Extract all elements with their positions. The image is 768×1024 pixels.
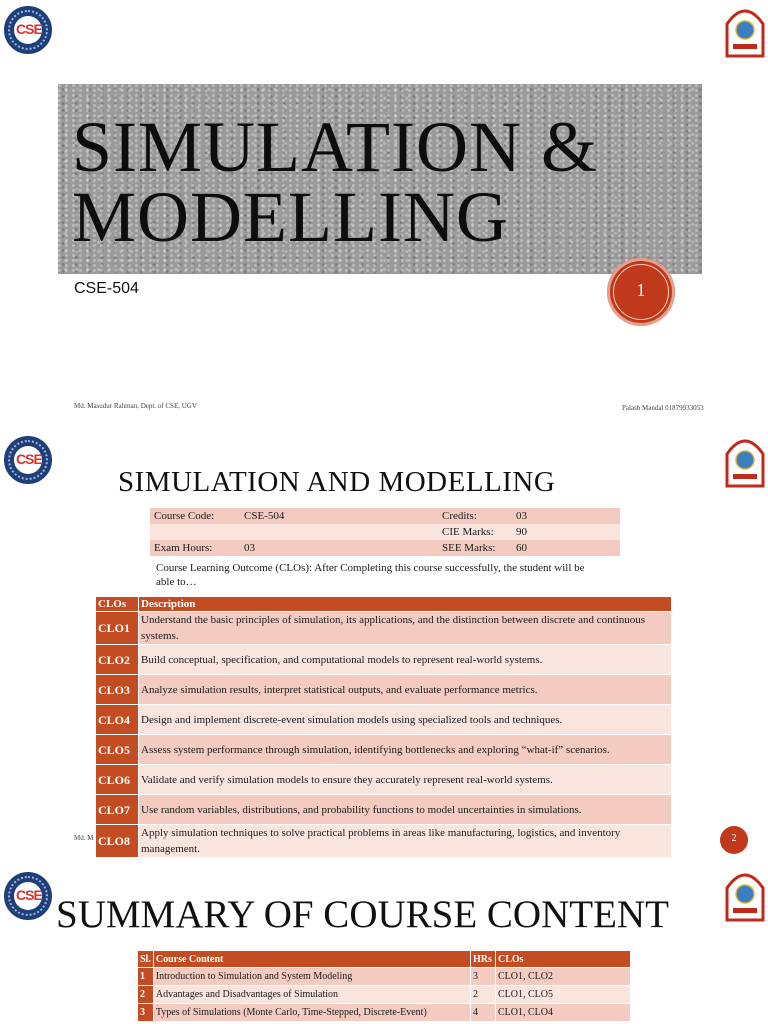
table-cell: CLO1, CLO5 — [496, 986, 631, 1004]
college-cse-logo-icon: CSE — [4, 6, 52, 54]
table-row — [138, 968, 631, 986]
clo-description: Understand the basic principles of simulation, its applications, and the distinction between discrete and continuous systems. — [139, 612, 672, 645]
slide-title: SIMULATION & MODELLING — [72, 107, 598, 257]
clo-code: CLO2 — [96, 645, 139, 675]
table-row — [150, 540, 620, 556]
column-header: Course Content — [153, 951, 470, 968]
table-row — [96, 675, 672, 705]
slide-3 — [0, 862, 768, 1024]
clo-description: Use random variables, distributions, and probability functions to model uncertainties in simulations. — [139, 795, 672, 825]
slide-title: SIMULATION AND MODELLING — [118, 466, 556, 498]
clo-description: Validate and verify simulation models to ensure they accurately represent real-world systems. — [139, 765, 672, 795]
course-info-table — [150, 508, 620, 556]
table-cell: CSE-504 — [240, 508, 438, 524]
table-cell: 60 — [512, 540, 620, 556]
column-header: Sl. — [138, 951, 154, 968]
table-cell: Introduction to Simulation and System Modeling — [153, 968, 470, 986]
table-cell — [150, 524, 240, 540]
clo-code: CLO8 — [96, 825, 139, 858]
clo-description: Assess system performance through simulation, identifying bottlenecks and exploring “what-if” scenarios. — [139, 735, 672, 765]
course-code-subtitle: CSE-504 — [74, 280, 139, 297]
clo-description: Analyze simulation results, interpret statistical outputs, and evaluate performance metrics. — [139, 675, 672, 705]
clo-description: Build conceptual, specification, and computational models to represent real-world systems. — [139, 645, 672, 675]
footer-contact: Palash Mandal 01879933053 — [622, 404, 704, 412]
table-row — [138, 986, 631, 1004]
table-cell: 4 — [471, 1004, 496, 1022]
university-crest-logo-icon — [725, 868, 765, 922]
table-cell: 90 — [512, 524, 620, 540]
table-cell: SEE Marks: — [438, 540, 512, 556]
footer-author: Md. M — [74, 834, 94, 842]
clo-code: CLO5 — [96, 735, 139, 765]
table-row — [96, 705, 672, 735]
clo-intro-text: Course Learning Outcome (CLOs): After Completing this course successfully, the student will be able to… — [156, 562, 585, 588]
column-header: HRs — [471, 951, 496, 968]
table-cell: Types of Simulations (Monte Carlo, Time-Stepped, Discrete-Event) — [153, 1004, 470, 1022]
college-cse-logo-icon: CSE — [4, 872, 52, 920]
footer-author: Md. Masudur Rahman, Dept. of CSE, UGV — [74, 402, 197, 410]
table-cell: Course Code: — [150, 508, 240, 524]
clo-description: Design and implement discrete-event simulation models using specialized tools and techniques. — [139, 705, 672, 735]
clo-code: CLO4 — [96, 705, 139, 735]
slide-number-badge: 1 — [607, 258, 675, 326]
slide-title: SUMMARY OF COURSE CONTENT — [56, 893, 669, 936]
clo-code: CLO3 — [96, 675, 139, 705]
table-row — [96, 612, 672, 645]
table-row — [96, 795, 672, 825]
table-row — [138, 1004, 631, 1022]
table-cell: CIE Marks: — [438, 524, 512, 540]
table-cell: 03 — [240, 540, 438, 556]
table-cell: CLO1, CLO4 — [496, 1004, 631, 1022]
table-row — [150, 508, 620, 524]
table-row — [96, 645, 672, 675]
table-cell: 03 — [512, 508, 620, 524]
clo-description: Apply simulation techniques to solve practical problems in areas like manufacturing, logistics, and inventory management. — [139, 825, 672, 858]
table-cell: 3 — [138, 1004, 154, 1022]
table-cell — [240, 524, 438, 540]
table-row — [150, 524, 620, 540]
table-row — [96, 765, 672, 795]
column-header: CLOs — [96, 597, 139, 612]
table-row — [96, 735, 672, 765]
university-crest-logo-icon — [725, 434, 765, 488]
college-cse-logo-icon: CSE — [4, 436, 52, 484]
course-summary-table — [137, 950, 631, 1022]
university-crest-logo-icon — [725, 4, 765, 58]
table-cell: 2 — [471, 986, 496, 1004]
column-header: CLOs — [496, 951, 631, 968]
clo-code: CLO1 — [96, 612, 139, 645]
table-cell: CLO1, CLO2 — [496, 968, 631, 986]
slide-number-badge: 2 — [720, 826, 748, 854]
slide-2 — [0, 430, 768, 862]
table-cell: 1 — [138, 968, 154, 986]
table-cell: 2 — [138, 986, 154, 1004]
table-cell: 3 — [471, 968, 496, 986]
table-row — [96, 825, 672, 858]
slide-1 — [0, 0, 768, 430]
table-cell: Exam Hours: — [150, 540, 240, 556]
clo-code: CLO6 — [96, 765, 139, 795]
table-cell: Credits: — [438, 508, 512, 524]
table-cell: Advantages and Disadvantages of Simulation — [153, 986, 470, 1004]
clo-table — [95, 596, 672, 858]
column-header: Description — [139, 597, 672, 612]
clo-code: CLO7 — [96, 795, 139, 825]
